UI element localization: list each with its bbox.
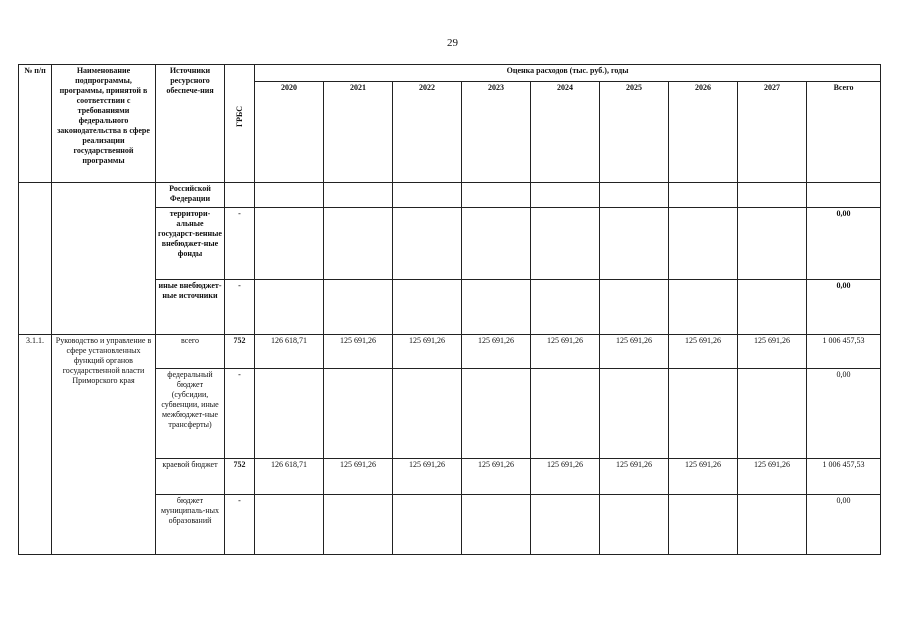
row-grbs: 752 [225, 459, 255, 495]
row-value [600, 183, 669, 208]
row-value [462, 369, 531, 459]
row-value [324, 280, 393, 335]
row-source: краевой бюджет [156, 459, 225, 495]
row-grbs: - [225, 369, 255, 459]
header-year: 2026 [669, 82, 738, 183]
row-source: федеральный бюджет (субсидии, субвенции, иные межбюджет-ные трансферты) [156, 369, 225, 459]
row-value [393, 183, 462, 208]
row-value [255, 495, 324, 555]
header-grbs-label: ГРБС [234, 106, 244, 127]
row-value: 125 691,26 [600, 335, 669, 369]
header-grbs [225, 65, 255, 183]
page-number: 29 [447, 37, 458, 49]
row-grbs: - [225, 280, 255, 335]
table-row [19, 335, 881, 369]
row-value [600, 280, 669, 335]
row-value: 125 691,26 [462, 335, 531, 369]
row-value [600, 208, 669, 280]
row-name: Руководство и управление в сфере установленных функций органов государственной власти Приморского края [52, 335, 156, 555]
row-value [738, 280, 807, 335]
header-year: 2020 [255, 82, 324, 183]
row-source: Российской Федерации [156, 183, 225, 208]
row-value [255, 280, 324, 335]
row-value: 125 691,26 [531, 459, 600, 495]
row-value [669, 495, 738, 555]
row-value: 125 691,26 [669, 459, 738, 495]
row-value [462, 208, 531, 280]
row-num: 3.1.1. [19, 335, 52, 555]
row-value: 125 691,26 [324, 459, 393, 495]
row-value: 125 691,26 [462, 459, 531, 495]
row-grbs: - [225, 208, 255, 280]
row-value [738, 183, 807, 208]
header-num: № п/п [19, 65, 52, 183]
row-value [738, 495, 807, 555]
row-total: 0,00 [807, 369, 881, 459]
row-value: 125 691,26 [600, 459, 669, 495]
row-value [531, 369, 600, 459]
row-value [393, 280, 462, 335]
row-grbs: - [225, 495, 255, 555]
row-value [738, 369, 807, 459]
table-row [19, 183, 881, 208]
row-value [669, 280, 738, 335]
row-value [462, 183, 531, 208]
row-value [324, 183, 393, 208]
row-value: 125 691,26 [738, 459, 807, 495]
row-value: 125 691,26 [669, 335, 738, 369]
row-value [393, 495, 462, 555]
row-name [52, 183, 156, 335]
row-value: 125 691,26 [324, 335, 393, 369]
row-total: 1 006 457,53 [807, 459, 881, 495]
row-value [531, 183, 600, 208]
row-value [669, 208, 738, 280]
row-source: бюджет муниципаль-ных образований [156, 495, 225, 555]
row-total [807, 183, 881, 208]
row-value [393, 369, 462, 459]
row-num [19, 183, 52, 335]
row-source: всего [156, 335, 225, 369]
row-value [324, 495, 393, 555]
header-sources: Источники ресурсного обеспече-ния [156, 65, 225, 183]
row-value [531, 280, 600, 335]
row-source: иные внебюджет-ные источники [156, 280, 225, 335]
row-value [600, 369, 669, 459]
row-value [255, 208, 324, 280]
row-value [462, 495, 531, 555]
row-value [531, 495, 600, 555]
row-total: 0,00 [807, 280, 881, 335]
row-value [324, 208, 393, 280]
header-year: 2025 [600, 82, 669, 183]
row-value [393, 208, 462, 280]
header-name: Наименование подпрограммы, программы, принятой в соответствии с требованиями федерального законодательства в сфере реализации государственной программы [52, 65, 156, 183]
header-year: 2022 [393, 82, 462, 183]
header-year: 2021 [324, 82, 393, 183]
row-grbs: 752 [225, 335, 255, 369]
row-value [669, 183, 738, 208]
row-grbs [225, 183, 255, 208]
row-value [255, 183, 324, 208]
header-total: Всего [807, 82, 881, 183]
row-value [738, 208, 807, 280]
row-value [462, 280, 531, 335]
row-total: 0,00 [807, 208, 881, 280]
row-value: 125 691,26 [738, 335, 807, 369]
row-value [531, 208, 600, 280]
row-total: 0,00 [807, 495, 881, 555]
header-year: 2023 [462, 82, 531, 183]
row-value [255, 369, 324, 459]
row-value: 125 691,26 [531, 335, 600, 369]
header-row-1 [19, 65, 881, 82]
header-year: 2024 [531, 82, 600, 183]
budget-table [18, 64, 881, 555]
row-source: территори-альные государст-венные внебюджет-ные фонды [156, 208, 225, 280]
row-value: 125 691,26 [393, 335, 462, 369]
row-value [600, 495, 669, 555]
row-value [669, 369, 738, 459]
row-value: 126 618,71 [255, 335, 324, 369]
row-value: 125 691,26 [393, 459, 462, 495]
row-total: 1 006 457,53 [807, 335, 881, 369]
header-cost-title: Оценка расходов (тыс. руб.), годы [255, 65, 881, 82]
header-year: 2027 [738, 82, 807, 183]
row-value [324, 369, 393, 459]
row-value: 126 618,71 [255, 459, 324, 495]
